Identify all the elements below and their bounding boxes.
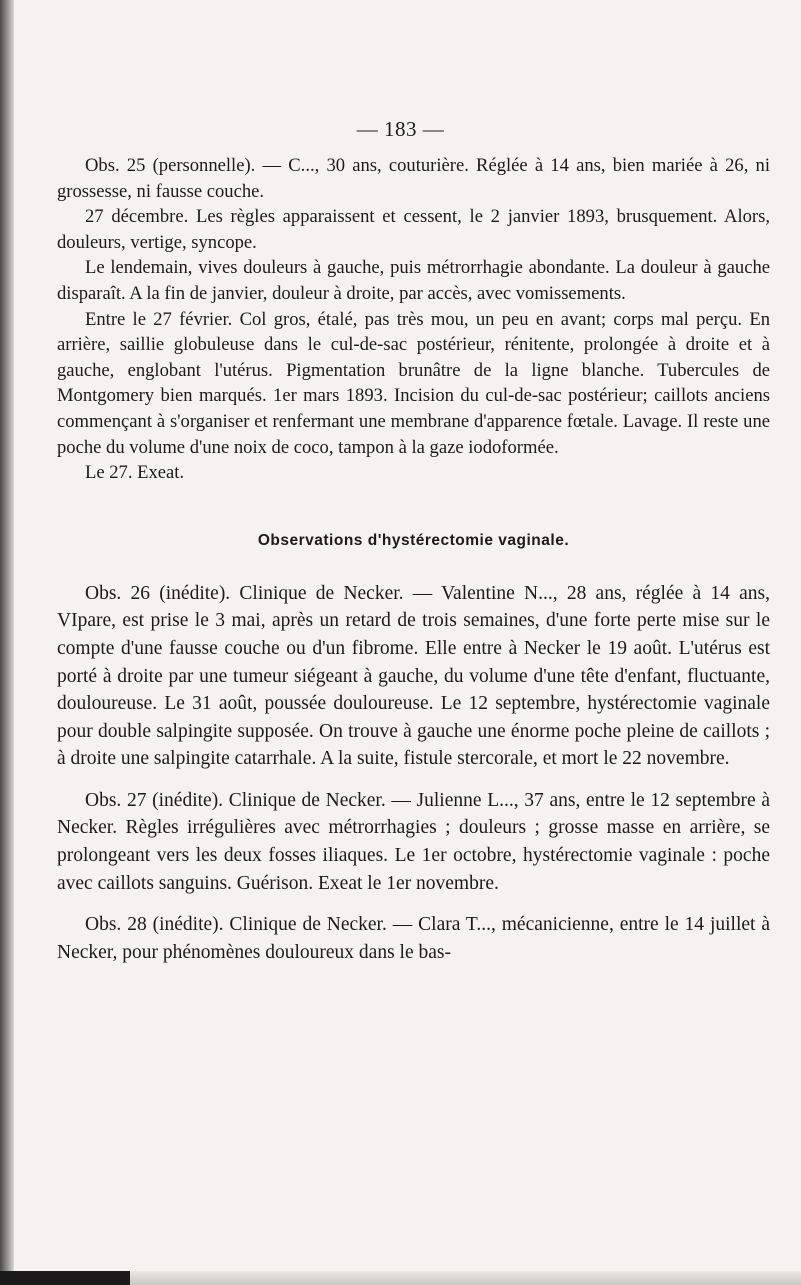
obs25-paragraph-4: Entre le 27 février. Col gros, étalé, pas très mou, un peu en avant; corps mal perçu. En arrière, saillie globuleuse dans le cul-de-sac postérieur, rénitente, prolongée à droite et à gauche, englobant l'utérus. Pigmentation brunâtre de la ligne blanche. Tubercules de Montgomery bien marqués. 1er mars 1893. Incision du cul-de-sac postérieur; caillots anciens commençant à s'organiser et renfermant une membrane d'apparence fœtale. Lavage. Il reste une poche du volume d'une noix de coco, tampon à la gaze iodoformée. <box>57 308 770 458</box>
obs25-paragraph-2: 27 décembre. Les règles apparaissent et cessent, le 2 janvier 1893, brusquement. Alors, douleurs, vertige, syncope. <box>57 206 770 253</box>
obs25-paragraph-1: Obs. 25 (personnelle). — C..., 30 ans, couturière. Réglée à 14 ans, bien mariée à 26, ni grossesse, ni fausse couche. <box>57 155 770 202</box>
obs25-paragraph-3: Le lendemain, vives douleurs à gauche, puis métrorrhagie abondante. La douleur à gauche disparaît. A la fin de janvier, douleur à droite, par accès, avec vomissements. <box>57 257 770 304</box>
observations-list <box>57 580 770 967</box>
obs26-paragraph: Obs. 26 (inédite). Clinique de Necker. — Valentine N..., 28 ans, réglée à 14 ans, VIpare, est prise le 3 mai, après un retard de trois semaines, d'une forte perte mise sur le compte d'une fausse couche ou d'un fibrome. Elle entre à Necker le 19 août. L'utérus est porté à droite par une tumeur siégeant à gauche, du volume d'une tête d'enfant, fluctuante, douloureuse. Le 31 août, poussée douloureuse. Le 12 septembre, hystérectomie vaginale pour double salpingite supposée. On trouve à gauche une énorme poche pleine de caillots ; à droite une salpingite catarrhale. A la suite, fistule stercorale, et mort le 22 novembre. <box>57 582 770 770</box>
binding-edge <box>0 0 14 1285</box>
obs25-paragraph-5: Le 27. Exeat. <box>85 462 185 484</box>
page-bottom-edge <box>0 1271 801 1285</box>
obs27-paragraph: Obs. 27 (inédite). Clinique de Necker. — Julienne L..., 37 ans, entre le 12 septembre à Necker. Règles irrégulières avec métrorrhagies ; douleurs ; grosse masse en arrière, se prolongeant vers les deux fosses iliaques. Le 1er octobre, hystérectomie vaginale : poche avec caillots sanguins. Guérison. Exeat le 1er novembre. <box>57 789 770 894</box>
section-heading: Observations d'hystérectomie vaginale. <box>257 531 570 549</box>
obs28-paragraph: Obs. 28 (inédite). Clinique de Necker. — Clara T..., mécanicienne, entre le 14 juillet à Necker, pour phénomènes douloureux dans le bas- <box>57 914 770 963</box>
page-body <box>57 153 770 966</box>
page-number: — 183 — <box>356 117 445 141</box>
